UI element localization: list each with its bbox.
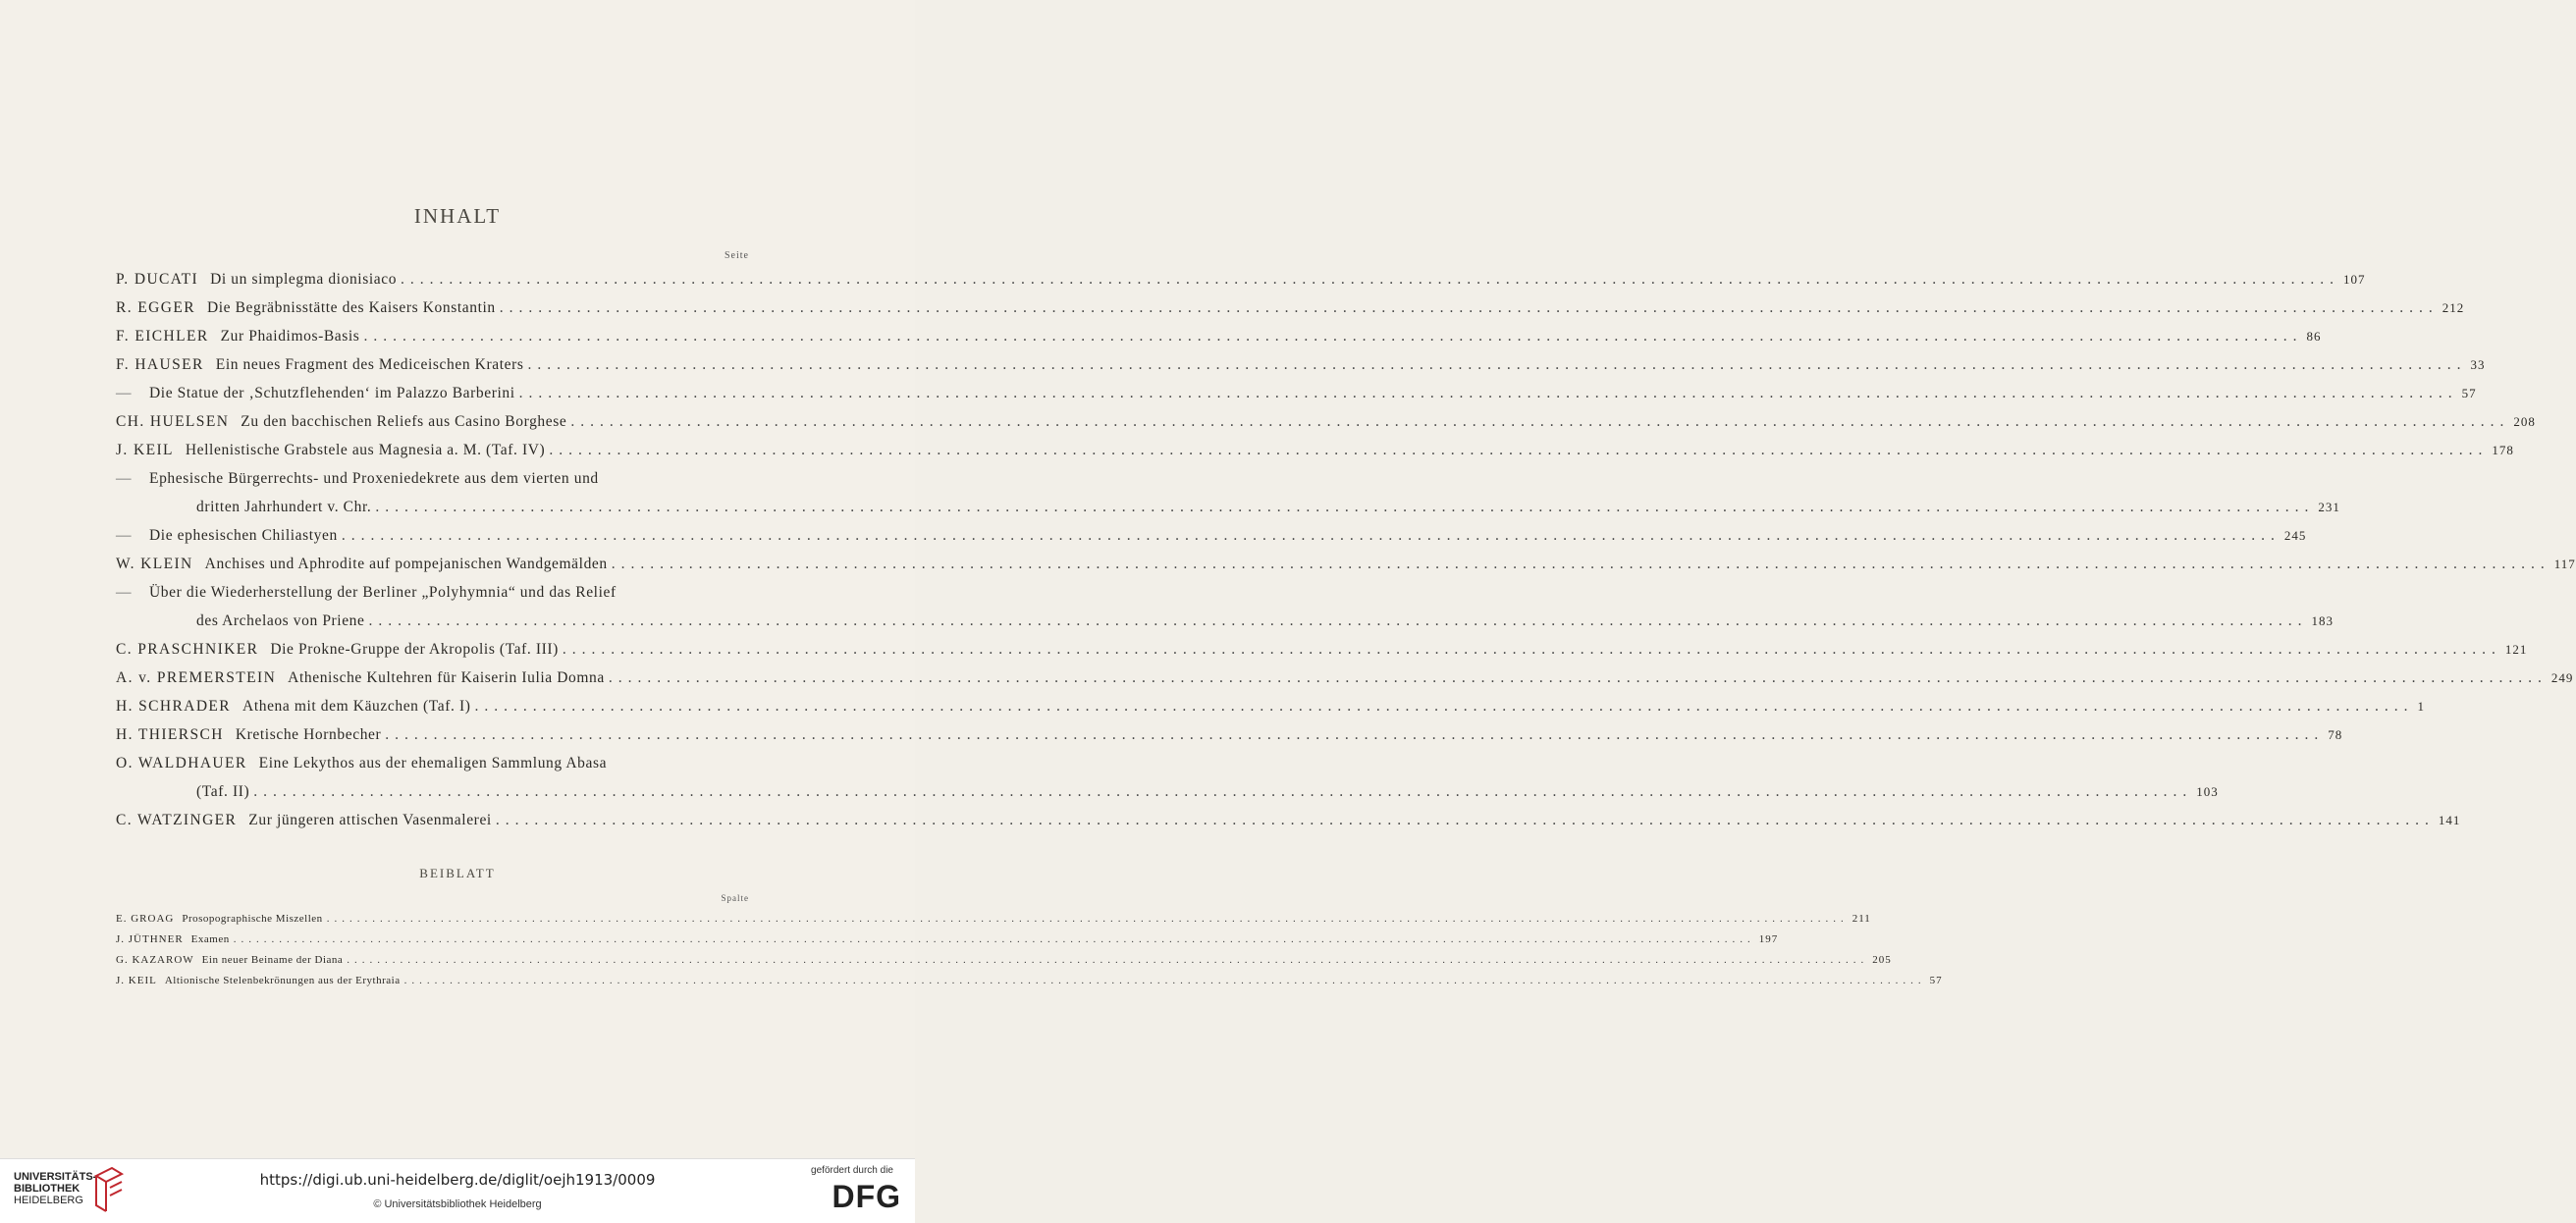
dot-leader: ........................................................................................................................................................................................................ xyxy=(549,442,2489,458)
page-number: 141 xyxy=(2438,813,2461,827)
entry-author: H. SCHRADER xyxy=(116,698,232,715)
page-number: 57 xyxy=(1929,975,1943,986)
dash-mark: — xyxy=(116,470,133,487)
dot-leader: ........................................................................................................................................................................................................ xyxy=(527,356,2467,373)
entry-text: des Archelaos von Priene xyxy=(196,612,365,629)
page-number: 117 xyxy=(2553,557,2576,571)
toc-entry xyxy=(116,521,2307,550)
toc-entry xyxy=(116,806,2461,834)
entry-text: Zur jüngeren attischen Vasenmalerei xyxy=(248,812,492,828)
entry-author: F. HAUSER xyxy=(116,356,204,373)
dot-leader: ........................................................................................................................................................................................................ xyxy=(499,299,2439,316)
entry-title xyxy=(116,971,401,991)
toc-entry xyxy=(116,930,1779,950)
entry-title xyxy=(116,407,566,436)
dot-leader: ........................................................................................................................................................................................................ xyxy=(363,328,2303,345)
entry-title xyxy=(116,720,381,749)
page-number: 208 xyxy=(2513,414,2536,429)
entry-title xyxy=(116,806,492,834)
entry-author: R. EGGER xyxy=(116,299,195,316)
entry-title xyxy=(116,550,608,578)
toc-entry xyxy=(116,407,2536,436)
entry-text: Die Begräbnisstätte des Kaisers Konstantin xyxy=(206,299,496,316)
entry-title xyxy=(149,379,515,407)
entry-text: Di un simplegma dionisiaco xyxy=(210,271,398,288)
entry-text: Altionische Stelenbekrönungen aus der Erythraia xyxy=(164,975,401,986)
entry-title xyxy=(116,749,607,777)
dash-mark: — xyxy=(116,385,133,401)
dot-leader: ........................................................................................................................................................................................................ xyxy=(403,975,1926,986)
dot-leader: ........................................................................................................................................................................................................ xyxy=(253,783,2193,800)
entry-title xyxy=(196,607,365,635)
toc-entry xyxy=(116,664,2574,692)
dot-leader: ........................................................................................................................................................................................................ xyxy=(570,413,2510,430)
entry-title xyxy=(116,322,359,350)
entry-text: Athena mit dem Käuzchen (Taf. I) xyxy=(242,698,471,715)
entry-title xyxy=(116,350,524,379)
entry-text: Eine Lekythos aus der ehemaligen Sammlung Abasa xyxy=(258,755,608,771)
dot-leader: ........................................................................................................................................................................................................ xyxy=(368,612,2308,629)
entry-text: Prosopographische Miszellen xyxy=(182,913,323,925)
page-number: 78 xyxy=(2328,727,2343,742)
entry-text: Zu den bacchischen Reliefs aus Casino Borghese xyxy=(241,413,567,430)
page-number: 178 xyxy=(2492,443,2514,457)
toc-entry xyxy=(116,265,2366,293)
entry-author: P. DUCATI xyxy=(116,271,199,288)
entry-text: Die Prokne-Gruppe der Akropolis (Taf. III) xyxy=(270,641,559,658)
copyright-notice: © Universitätsbibliothek Heidelberg xyxy=(373,1198,542,1210)
page-number: 1 xyxy=(2417,699,2425,714)
permalink-url[interactable]: https://digi.ub.uni-heidelberg.de/diglit/oejh1913/0009 xyxy=(259,1171,656,1189)
page-title: INHALT xyxy=(413,204,502,228)
page-number: 107 xyxy=(2343,272,2366,287)
entry-author: E. GROAG xyxy=(116,913,175,925)
entry-title xyxy=(116,265,397,293)
page-number: 211 xyxy=(1852,913,1871,925)
entry-title xyxy=(149,521,338,550)
dot-leader: ........................................................................................................................................................................................................ xyxy=(385,726,2325,743)
entry-author: C. PRASCHNIKER xyxy=(116,641,259,658)
library-name-line: BIBLIOTHEK xyxy=(14,1183,80,1195)
page-number: 231 xyxy=(2318,500,2340,514)
page-number: 197 xyxy=(1758,933,1779,945)
library-name-line: UNIVERSITÄTS- xyxy=(14,1171,97,1183)
entry-author: H. THIERSCH xyxy=(116,726,224,743)
entry-text: dritten Jahrhundert v. Chr. xyxy=(196,499,372,515)
toc-entry xyxy=(116,350,2486,379)
toc-entry xyxy=(116,777,2219,806)
page-number: 205 xyxy=(1872,954,1892,966)
page-number: 183 xyxy=(2311,613,2334,628)
entry-text: Kretische Hornbecher xyxy=(235,726,382,743)
toc-entry xyxy=(116,749,750,777)
entry-title xyxy=(196,777,249,806)
entry-author: F. EICHLER xyxy=(116,328,209,345)
entry-text: (Taf. II) xyxy=(196,783,250,800)
toc-entry xyxy=(116,293,2465,322)
page-number: 249 xyxy=(2550,670,2574,685)
dot-leader: ........................................................................................................................................................................................................ xyxy=(518,385,2458,401)
page-column-label: Seite xyxy=(724,250,749,261)
entry-title xyxy=(116,293,496,322)
entry-text: Ephesische Bürgerrechts- und Proxeniedekrete aus dem vierten und xyxy=(149,470,599,487)
entry-title xyxy=(116,664,605,692)
entry-text: Hellenistische Grabstele aus Magnesia a. M. (Taf. IV) xyxy=(185,442,546,458)
toc-entry xyxy=(116,971,1943,991)
entry-title xyxy=(116,635,559,664)
entry-text: Die ephesischen Chiliastyen xyxy=(149,527,338,544)
page-number: 103 xyxy=(2196,784,2219,799)
table-of-contents xyxy=(116,265,2576,834)
dot-leader: ........................................................................................................................................................................................................ xyxy=(326,913,1849,925)
entry-text: Anchises und Aphrodite auf pompejanischen Wandgemälden xyxy=(204,556,608,572)
entry-text: Ein neuer Beiname der Diana xyxy=(201,954,344,966)
entry-text: Über die Wiederherstellung der Berliner „Polyhymnia“ und das Relief xyxy=(149,584,617,601)
entry-title xyxy=(116,930,230,950)
column-label: Spalte xyxy=(721,893,749,903)
entry-author: G. KAZAROW xyxy=(116,954,194,966)
entry-title xyxy=(116,950,343,971)
toc-entry xyxy=(116,578,750,607)
page-number: 245 xyxy=(2283,528,2307,543)
page-number: 212 xyxy=(2442,300,2465,315)
entry-text: Zur Phaidimos-Basis xyxy=(220,328,360,345)
entry-author: O. WALDHAUER xyxy=(116,755,247,771)
dash-mark: — xyxy=(116,584,133,601)
toc-entry xyxy=(116,607,2334,635)
toc-entry xyxy=(116,550,2576,578)
entry-author: CH. HUELSEN xyxy=(116,413,230,430)
toc-entry xyxy=(116,379,2477,407)
entry-author: J. JÜTHNER xyxy=(116,933,184,945)
entry-text: Ein neues Fragment des Mediceischen Kraters xyxy=(215,356,524,373)
beiblatt-list xyxy=(116,909,1943,991)
page-number: 33 xyxy=(2470,357,2486,372)
entry-author: A. v. PREMERSTEIN xyxy=(116,669,277,686)
toc-entry xyxy=(116,950,1892,971)
entry-author: W. KLEIN xyxy=(116,556,193,572)
dot-leader: ........................................................................................................................................................................................................ xyxy=(233,933,1755,945)
dot-leader: ........................................................................................................................................................................................................ xyxy=(562,641,2501,658)
funder-label: gefördert durch die xyxy=(811,1165,893,1176)
entry-title xyxy=(116,692,470,720)
dot-leader: ........................................................................................................................................................................................................ xyxy=(608,669,2548,686)
toc-entry xyxy=(116,720,2343,749)
page-number: 57 xyxy=(2461,386,2477,400)
toc-entry xyxy=(116,464,750,493)
dot-leader: ........................................................................................................................................................................................................ xyxy=(341,527,2281,544)
entry-author: J. KEIL xyxy=(116,975,157,986)
entry-text: Athenische Kultehren für Kaiserin Iulia Domna xyxy=(288,669,605,686)
entry-title xyxy=(149,464,599,493)
dot-leader: ........................................................................................................................................................................................................ xyxy=(401,271,2340,288)
toc-entry xyxy=(116,692,2425,720)
toc-entry xyxy=(116,909,1871,930)
dash-mark: — xyxy=(116,527,133,544)
dot-leader: ........................................................................................................................................................................................................ xyxy=(375,499,2315,515)
entry-author: J. KEIL xyxy=(116,442,174,458)
entry-author: C. WATZINGER xyxy=(116,812,238,828)
dfg-logo[interactable]: DFG xyxy=(832,1179,901,1214)
toc-entry xyxy=(116,436,2514,464)
toc-entry xyxy=(116,493,2340,521)
entry-title xyxy=(196,493,371,521)
footer-bar xyxy=(0,1158,915,1223)
page-number: 121 xyxy=(2504,642,2528,657)
dot-leader: ........................................................................................................................................................................................................ xyxy=(347,954,1869,966)
entry-title xyxy=(116,436,545,464)
entry-title xyxy=(149,578,617,607)
dot-leader: ........................................................................................................................................................................................................ xyxy=(495,812,2435,828)
entry-text: Examen xyxy=(190,933,230,945)
entry-text: Die Statue der ‚Schutzflehenden‘ im Palazzo Barberini xyxy=(149,385,515,401)
page-number: 86 xyxy=(2306,329,2322,344)
toc-entry xyxy=(116,322,2322,350)
entry-title xyxy=(116,909,323,930)
dot-leader: ........................................................................................................................................................................................................ xyxy=(611,556,2550,572)
toc-entry xyxy=(116,635,2528,664)
library-name-line: HEIDELBERG xyxy=(14,1195,83,1206)
dot-leader: ........................................................................................................................................................................................................ xyxy=(474,698,2414,715)
beiblatt-title: BEIBLATT xyxy=(419,866,496,880)
